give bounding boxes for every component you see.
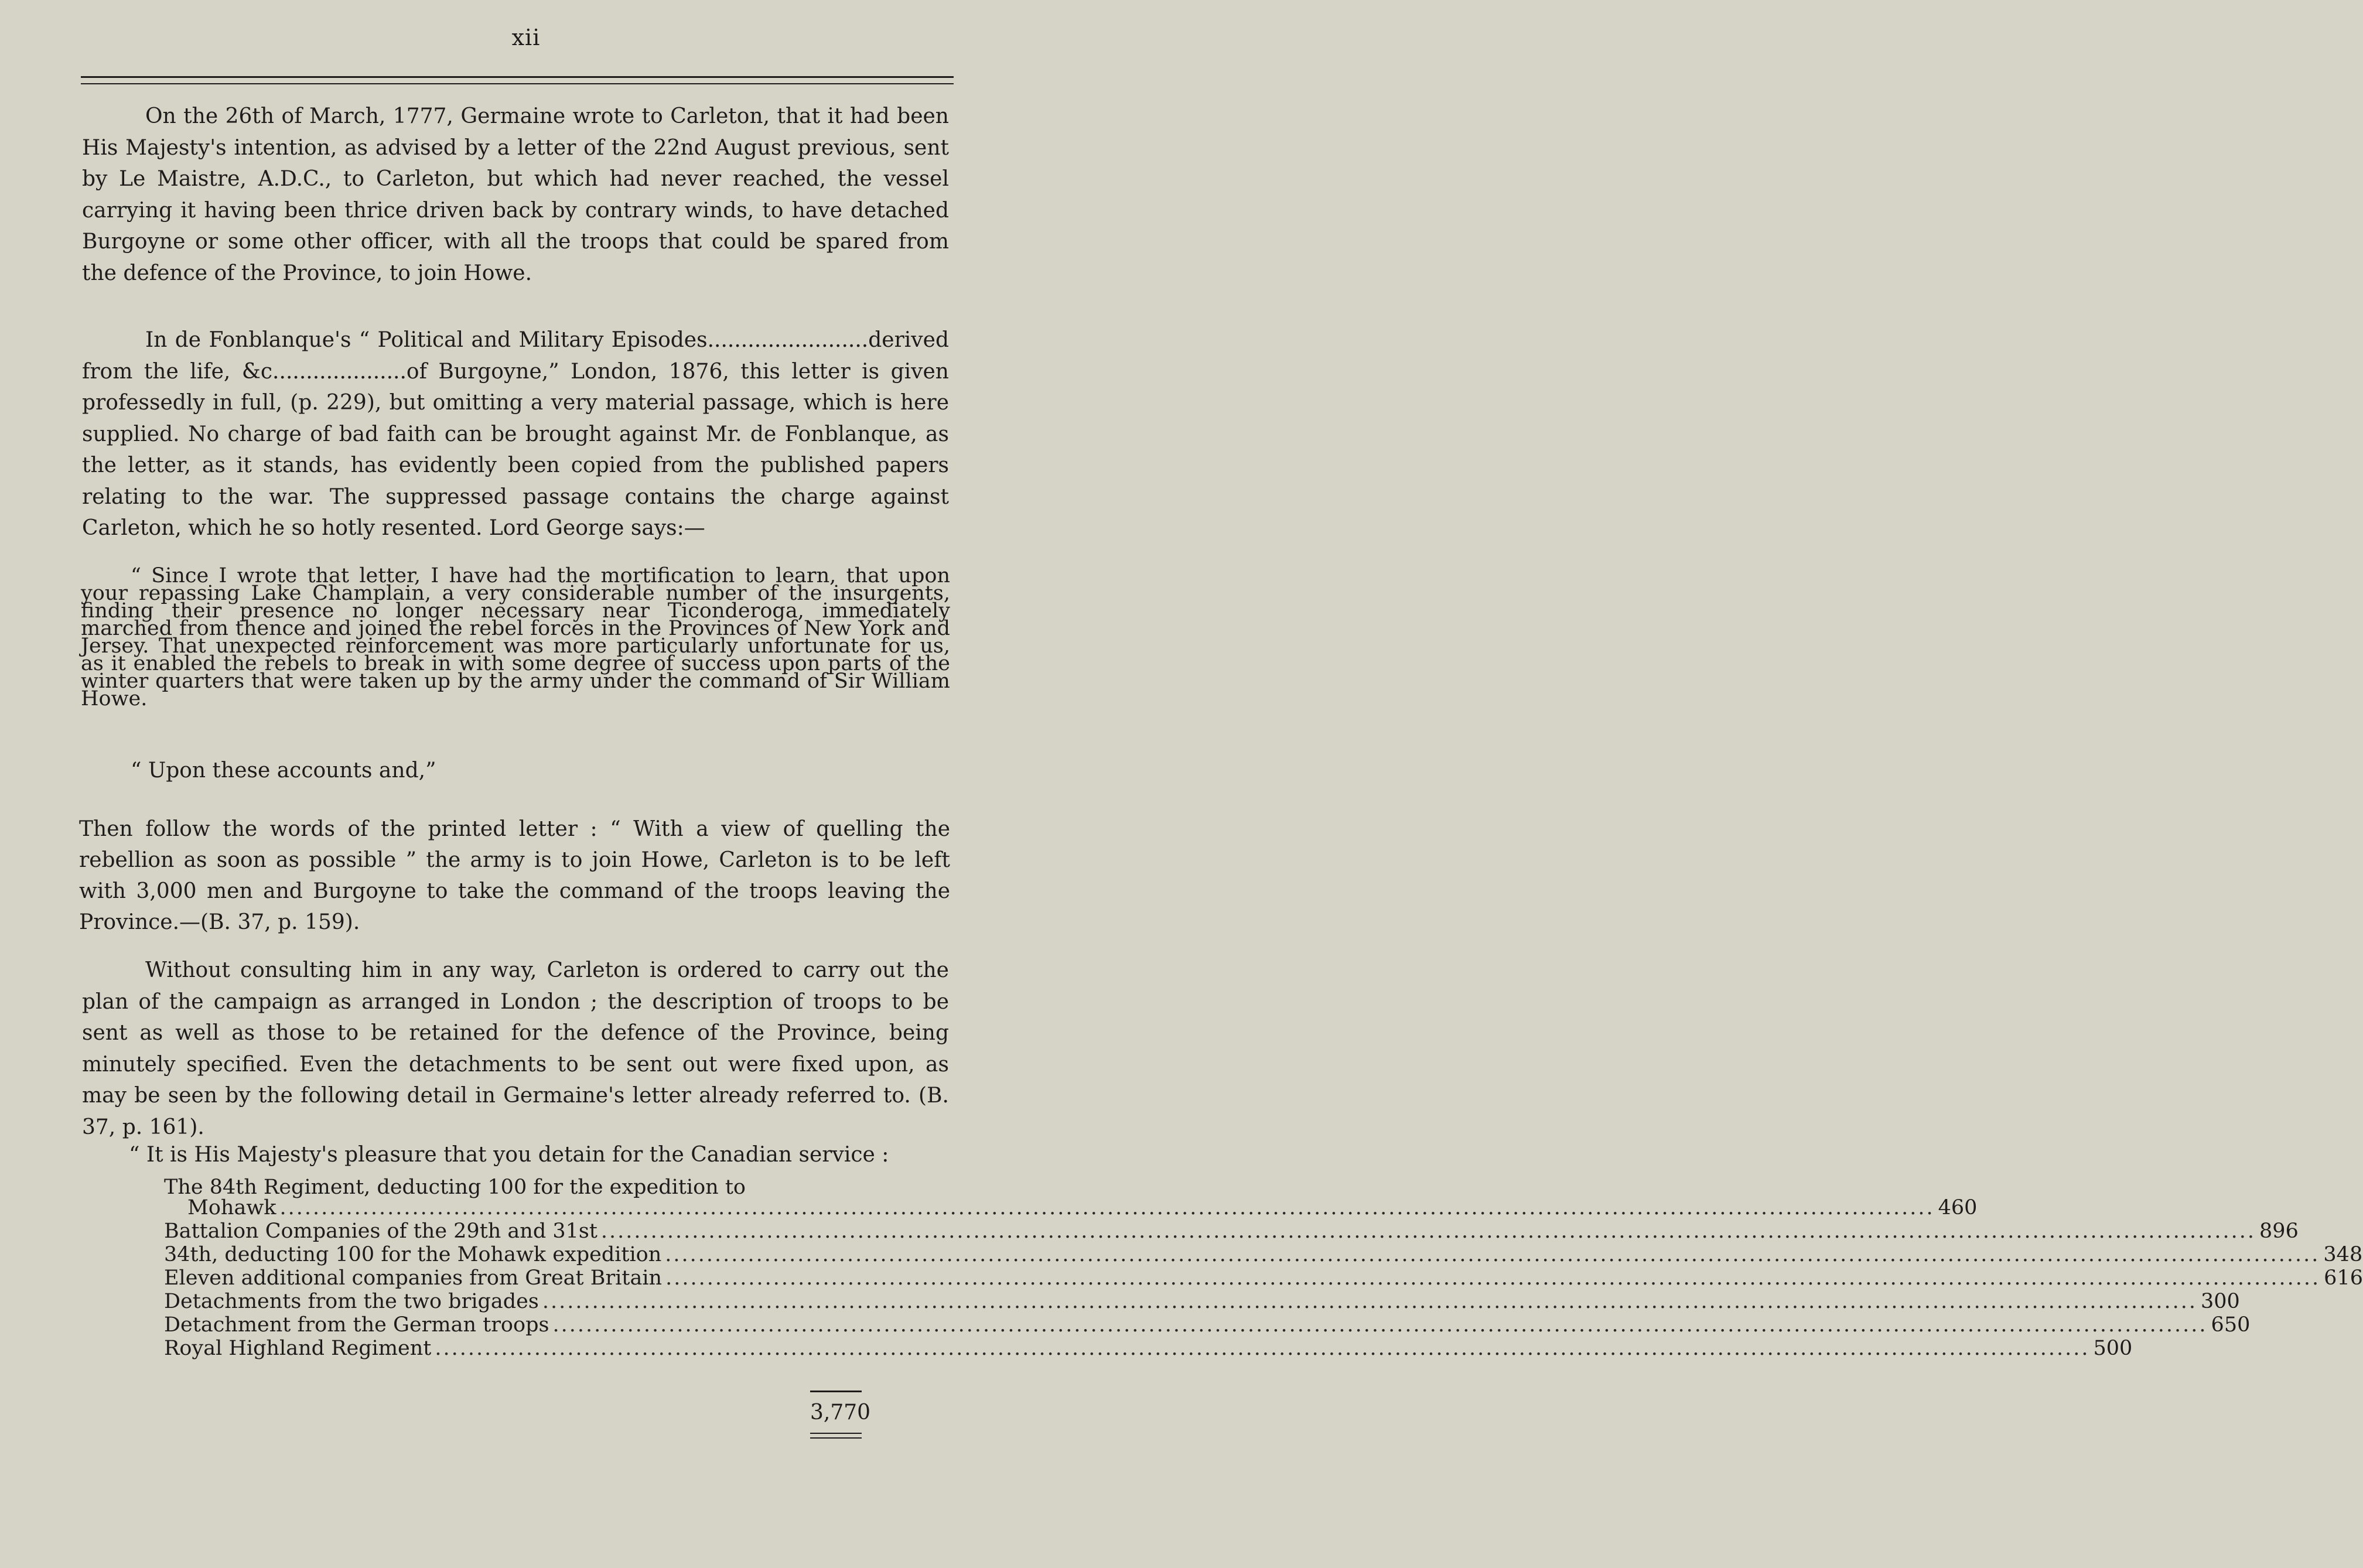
troop-rows (164, 1196, 2363, 1360)
paragraph-campaign-plan: Without consulting him in any way, Carleton is ordered to carry out the plan of the campaign as arranged in London ; the description of troops to be sent as well as those to be retained for the defence of the Province, being minutely specified. Even the detachments to be sent out were fixed upon, as may be seen by the following detail in Germaine's letter already referred to. (B. 37, p. 161). (82, 958, 949, 1139)
leader-dots: ........................................................................................................................................................................................................ (542, 1290, 2197, 1313)
troop-row (164, 1243, 2363, 1266)
paragraph-printed-letter: Then follow the words of the printed letter : “ With a view of quelling the rebellion as soon as possible ” the army is to join Howe, Carleton is to be left with 3,000 men and Burgoyne to take the command of the troops leaving the Province.—(B. 37, p. 159). (79, 817, 950, 934)
leader-dots: ........................................................................................................................................................................................................ (665, 1266, 2321, 1290)
troop-count: 896 (2259, 1219, 2299, 1243)
page-number: xii (511, 25, 541, 50)
leader-dots: ........................................................................................................................................................................................................ (665, 1243, 2320, 1266)
paragraph-fonblanque: In de Fonblanque's “ Political and Military Episodes........................derived from the life, &c....................of Burgoyne,” London, 1876, this letter is given professedly in full, (p. 229), but omitting a very material passage, which is here supplied. No charge of bad faith can be brought against Mr. de Fonblanque, as the letter, as it stands, has evidently been copied from the published papers relating to the war. The suppressed passage contains the charge against Carleton, which he so hotly resented. Lord George says:— (82, 328, 949, 540)
quote-continuation: “ Upon these accounts and,” (131, 759, 436, 783)
troop-row-label-line: The 84th Regiment, deducting 100 for the expedition to (164, 1176, 746, 1199)
troop-label: Royal Highland Regiment (164, 1337, 432, 1360)
troop-label: Detachment from the German troops (164, 1313, 549, 1337)
troop-count: 348 (2323, 1243, 2363, 1266)
quote-block: “ Since I wrote that letter, I have had the mortification to learn, that upon your repassing Lake Champlain, a very considerable number of the insurgents, finding their presence no longer necessary near Ticonderoga, immediately marched from thence and joined the rebel forces in the Provinces of New York and Jersey. That unexpected reinforcement was more particularly unfortunate for us, as it enabled the rebels to break in with some degree of success upon parts of the winter quarters that were taken up by the army under the command of Sir William Howe. (81, 564, 950, 710)
troop-label: Eleven additional companies from Great Britain (164, 1266, 663, 1290)
troop-total: 3,770 (810, 1400, 871, 1424)
troop-row (164, 1290, 2240, 1313)
troop-row (164, 1219, 2299, 1243)
leader-dots: ........................................................................................................................................................................................................ (600, 1219, 2256, 1243)
troop-row (164, 1337, 2133, 1360)
troop-label: 34th, deducting 100 for the Mohawk expedition (164, 1243, 662, 1266)
leader-dots: ........................................................................................................................................................................................................ (435, 1337, 2090, 1360)
header-rule-bottom (81, 83, 954, 84)
total-double-rule-bottom (810, 1437, 862, 1439)
troop-label: Battalion Companies of the 29th and 31st (164, 1219, 597, 1243)
troop-label: Detachments from the two brigades (164, 1290, 539, 1313)
troop-row (164, 1266, 2363, 1290)
troop-count: 616 (2324, 1266, 2363, 1290)
troop-count: 500 (2093, 1337, 2133, 1360)
troop-label: Mohawk (187, 1196, 276, 1219)
header-rule-top (81, 76, 954, 78)
troop-row (164, 1196, 1978, 1219)
troop-row (164, 1313, 2251, 1337)
troop-count: 650 (2211, 1313, 2251, 1337)
total-rule (810, 1391, 862, 1392)
leader-dots: ........................................................................................................................................................................................................ (279, 1196, 1935, 1219)
troop-count: 300 (2200, 1290, 2240, 1313)
paragraph-germaine-letter: On the 26th of March, 1777, Germaine wrote to Carleton, that it had been His Majesty's intention, as advised by a letter of the 22nd August previous, sent by Le Maistre, A.D.C., to Carleton, but which had never reached, the vessel carrying it having been thrice driven back by contrary winds, to have detached Burgoyne or some other officer, with all the troops that could be spared from the defence of the Province, to join Howe. (82, 104, 949, 285)
leader-dots: ........................................................................................................................................................................................................ (552, 1313, 2208, 1337)
troop-list (164, 1176, 2363, 1360)
troop-count: 460 (1938, 1196, 1978, 1219)
total-double-rule-top (810, 1433, 862, 1434)
paragraph-majesty-pleasure: “ It is His Majesty's pleasure that you detain for the Canadian service : (129, 1143, 889, 1167)
